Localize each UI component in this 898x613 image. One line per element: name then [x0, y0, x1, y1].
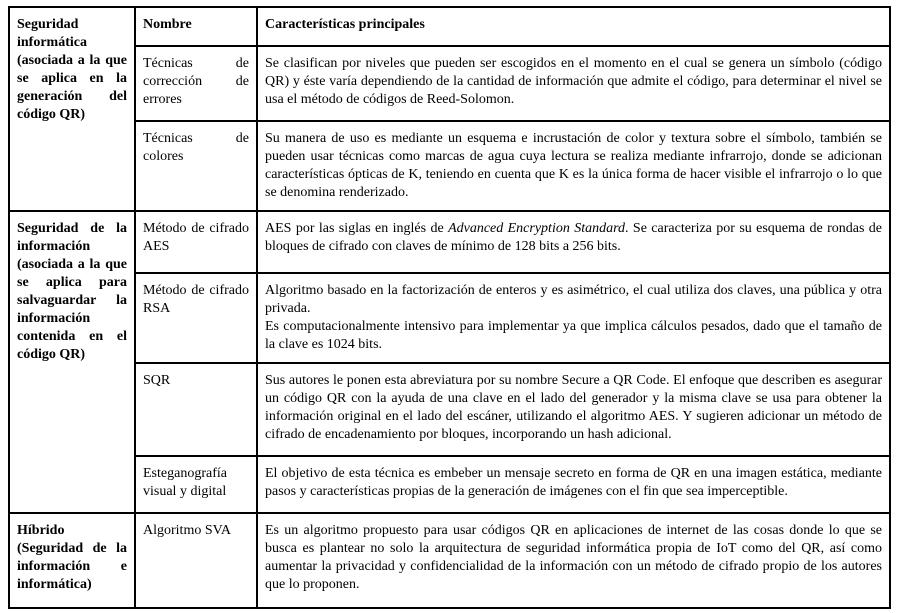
row-name: Técnicas de colores [135, 121, 257, 211]
row-name: Esteganografía visual y digital [135, 456, 257, 513]
table-row [9, 273, 890, 363]
row-name: Método de cifrado AES [135, 211, 257, 273]
table-row [9, 456, 890, 513]
table-row [9, 363, 890, 456]
group-hibrido: Híbrido (Seguridad de la información e informática) [9, 513, 135, 608]
row-text [257, 211, 890, 273]
qr-security-table [8, 6, 891, 609]
table-row [9, 46, 890, 121]
text-emphasis: Advanced Encryption Standard [448, 221, 626, 236]
text-para: Es computacionalmente intensivo para implementar ya que implica cálculos pesados, dado que el tamaño de la clave es 1024 bits. [265, 319, 882, 352]
row-name: SQR [135, 363, 257, 456]
row-text: Es un algoritmo propuesto para usar códigos QR en aplicaciones de internet de las cosas donde lo que se busca es plantear no solo la arquitectura de seguridad informática propia de IoT como del QR, así como aumentar la privacidad y confidencialidad de la información con un método de cifrado propio de los autores que lo proponen. [257, 513, 890, 608]
group-informatica: Seguridad informática (asociada a la que se aplica en la generación del código QR) [9, 7, 135, 211]
group-informacion: Seguridad de la información (asociada a la que se aplica para salvaguardar la información contenida en el código QR) [9, 211, 135, 513]
header-name: Nombre [135, 7, 257, 46]
row-text [257, 273, 890, 363]
row-name: Técnicas de corrección de errores [135, 46, 257, 121]
text-para: Algoritmo basado en la factorización de enteros y es asimétrico, el cual utiliza dos claves, una pública y otra privada. [265, 283, 882, 316]
row-name: Método de cifrado RSA [135, 273, 257, 363]
header-features: Características principales [257, 7, 890, 46]
table-row [9, 121, 890, 211]
row-text: Sus autores le ponen esta abreviatura por su nombre Secure a QR Code. El enfoque que describen es asegurar un código QR con la ayuda de una clave en el lado del generador y la misma clave se usa para obtener la información original en el lado del escáner, utilizando el algoritmo AES. Y sugieren adicionar un método de cifrado de encadenamiento por bloques, incorporando un hash adicional. [257, 363, 890, 456]
text-part: . Se caracteriza por su esquema de rondas de bloques de cifrado con claves de mínimo de 128 bits a 256 bits. [265, 221, 883, 254]
row-name: Algoritmo SVA [135, 513, 257, 608]
row-text: Se clasifican por niveles que pueden ser escogidos en el momento en el cual se genera un símbolo (código QR) y éste varía dependiendo de la cantidad de información que admite el código, para determinar el nivel se usa el método de códigos de Reed-Solomon. [257, 46, 890, 121]
table-row [9, 513, 890, 608]
row-text: Su manera de uso es mediante un esquema e incrustación de color y textura sobre el símbolo, también se pueden usar técnicas como marcas de agua cuya lectura se realiza mediante infrarrojo, donde se adicionan características ópticas de K, teniendo en cuenta que K es la única forma de hacer visible el infrarrojo o lo que se denomina renderizado. [257, 121, 890, 211]
row-text: El objetivo de esta técnica es embeber un mensaje secreto en forma de QR en una imagen estática, mediante pasos y características propias de la generación de imágenes con el fin que sea imperceptible. [257, 456, 890, 513]
table-row [9, 211, 890, 273]
text-part: AES por las siglas en inglés de [265, 221, 449, 236]
header-row [9, 7, 890, 46]
